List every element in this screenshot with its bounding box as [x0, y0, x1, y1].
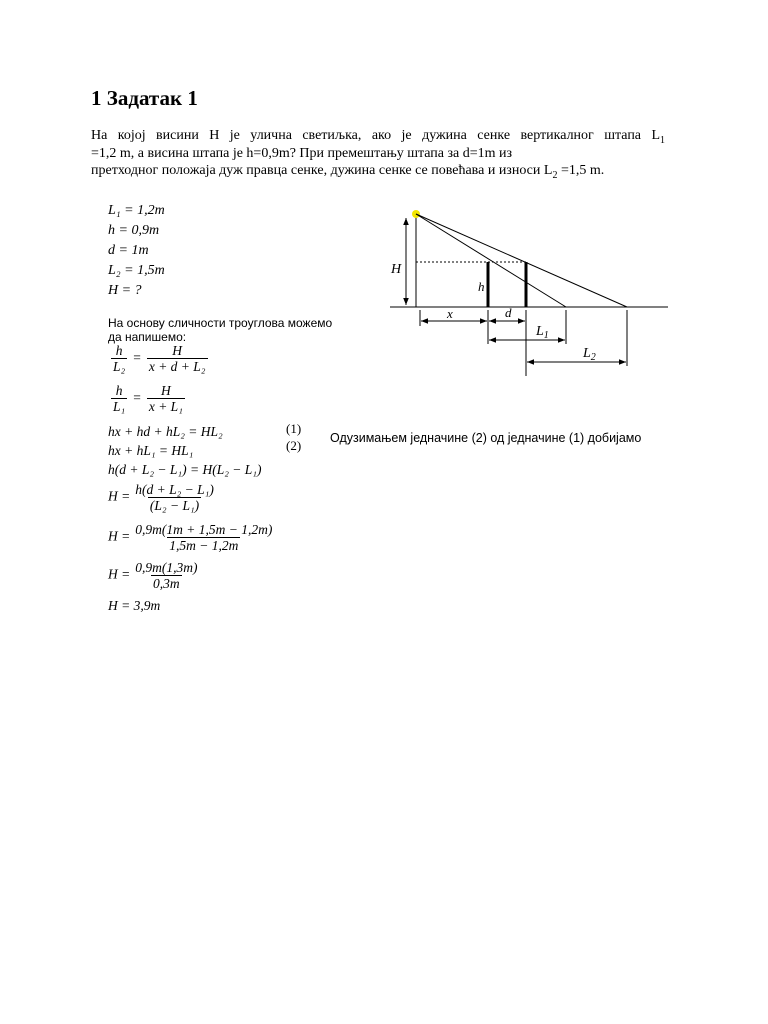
denominator: 0,3m	[153, 576, 180, 591]
subtract-note: Одузимањем једначине (2) од једначине (1) добијамо	[330, 431, 642, 445]
problem-text-part: На којој висини Н је улична светиљка, ако је дужина сенке вертикалног штапа L	[91, 128, 660, 143]
label-L2-main: L	[583, 346, 591, 361]
numerator: 0,9m(1m + 1,5m − 1,2m)	[135, 522, 273, 537]
subscript-1: 1	[660, 134, 665, 146]
label-L1-sub: 1	[543, 330, 549, 341]
denominator: (L₂ − L₁)	[149, 498, 200, 513]
subscript-2: 2	[552, 169, 558, 181]
numerator: H	[160, 383, 171, 398]
equation-2: hx + hL₁ = HL₁	[108, 443, 194, 458]
given-h: h = 0,9m	[108, 223, 160, 238]
numerator: H	[172, 343, 183, 358]
lhs: H =	[108, 488, 131, 504]
given-H: H = ?	[108, 283, 142, 298]
numerator: h	[115, 383, 123, 398]
numerator: h	[115, 343, 123, 358]
equation-ratio-b: $\frac{h}{\text{L₁}}$ = $\frac{H}{\text{x + L₁}}$	[113, 383, 183, 414]
label-L2	[582, 346, 596, 363]
denominator: x + L₁	[148, 399, 183, 414]
denominator: L₂	[113, 359, 126, 374]
light-ray-1	[416, 214, 566, 307]
equation-number-1: (1)	[286, 421, 302, 436]
basis-text-line-2: да напишемо:	[108, 330, 187, 344]
label-H: H	[391, 262, 402, 277]
given-l2: L₂ = 1,5m	[108, 263, 165, 278]
label-L1-main: L	[536, 324, 544, 339]
problem-text-part: претходног положаја дуж правца сенке, дужина сенке се повећава и износи L	[91, 163, 553, 178]
label-h: h	[478, 279, 485, 294]
given-l1: L₁ = 1,2m	[108, 203, 165, 218]
equation-ratio-a: $\frac{h}{\text{L₂}}$ = $\frac{H}{\text{x + d + L₂}}$	[113, 343, 206, 374]
given-d: d = 1m	[108, 243, 149, 258]
problem-text-line-2: =1,2 m, а висина штапа је h=0,9m? При премештању штапа за d=1m из	[91, 146, 513, 161]
basis-text-line-1: На основу сличности троуглова можемо	[108, 316, 333, 330]
equation-1: hx + hd + hL₂ = HL₂	[108, 424, 223, 439]
label-d: d	[505, 305, 512, 320]
equation-result: H = 3,9m	[108, 598, 161, 613]
lhs: H =	[108, 528, 131, 544]
equation-number-2: (2)	[286, 438, 302, 453]
label-L2-sub: 2	[590, 352, 596, 363]
label-L1	[535, 324, 549, 341]
light-ray-2	[416, 214, 627, 307]
lhs: H =	[108, 566, 131, 582]
problem-text-part: =1,5 m.	[557, 163, 605, 178]
numerator: h(d + L₂ − L₁)	[135, 482, 214, 497]
denominator: x + d + L₂	[148, 359, 206, 374]
page-title: 1 Задатак 1	[91, 86, 198, 110]
label-x: x	[447, 306, 453, 321]
numerator: 0,9m(1,3m)	[135, 560, 198, 575]
denominator: 1,5m − 1,2m	[169, 538, 239, 553]
equation-3: h(d + L₂ − L₁) = H(L₂ − L₁)	[108, 462, 262, 477]
denominator: L₁	[113, 399, 126, 414]
